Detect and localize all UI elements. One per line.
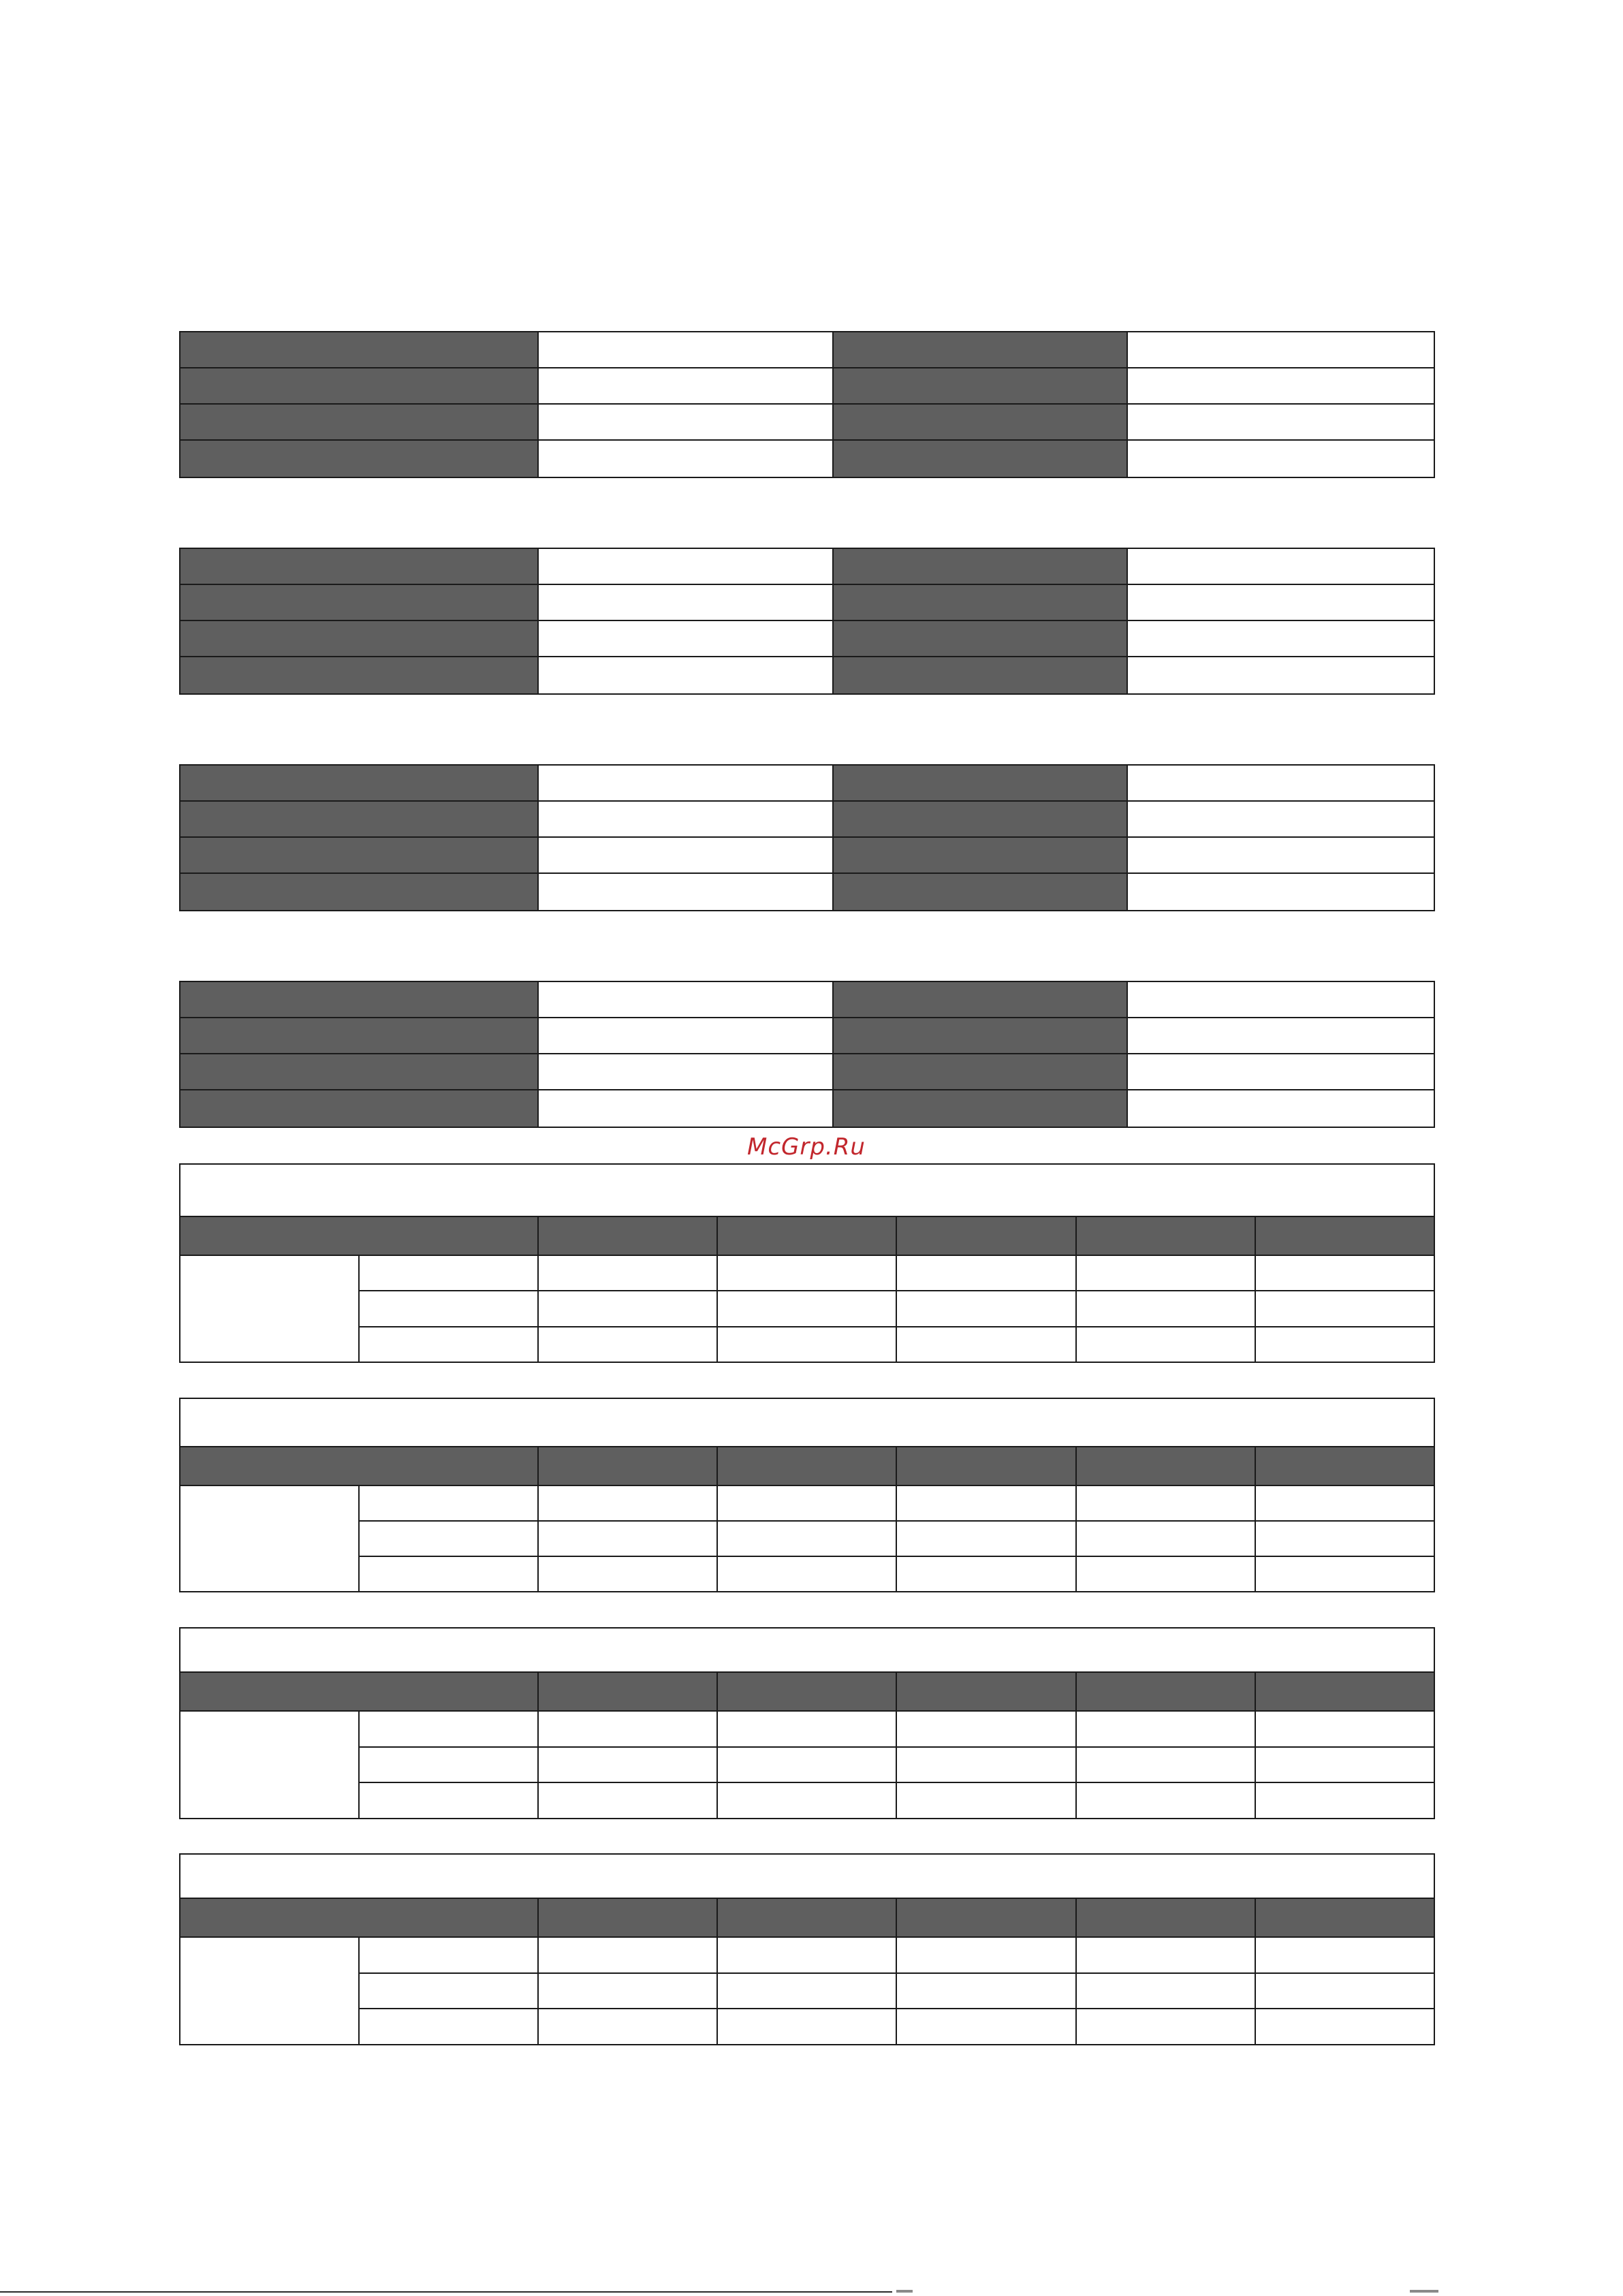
data-cell xyxy=(717,1485,896,1521)
value-cell xyxy=(538,657,833,694)
data-cell xyxy=(538,1556,717,1592)
table-row xyxy=(180,1782,1434,1819)
label-cell xyxy=(833,801,1127,837)
info-row xyxy=(180,1018,1434,1054)
info-table-3 xyxy=(179,764,1435,911)
table-header-row xyxy=(180,1672,1434,1712)
label-cell xyxy=(180,440,538,477)
data-cell xyxy=(1255,1521,1434,1556)
table-caption-row xyxy=(180,1164,1434,1216)
data-cell xyxy=(896,1255,1076,1291)
data-cell xyxy=(1076,1327,1255,1362)
header-cell xyxy=(180,1216,538,1255)
table-caption-cell xyxy=(180,1398,1434,1447)
table-header-row xyxy=(180,1447,1434,1485)
row-label-cell xyxy=(359,1973,538,2009)
header-cell xyxy=(1076,1898,1255,1938)
info-row xyxy=(180,981,1434,1018)
grid-table-3 xyxy=(179,1627,1435,1819)
value-cell xyxy=(538,873,833,911)
data-cell xyxy=(896,1291,1076,1326)
info-row xyxy=(180,1090,1434,1127)
info-row xyxy=(180,657,1434,694)
header-cell xyxy=(1076,1672,1255,1712)
label-cell xyxy=(833,765,1127,801)
data-cell xyxy=(1076,1255,1255,1291)
header-cell xyxy=(538,1898,717,1938)
label-cell xyxy=(180,1090,538,1127)
table-caption-cell xyxy=(180,1854,1434,1898)
value-cell xyxy=(538,1090,833,1127)
data-cell xyxy=(896,1485,1076,1521)
table-row xyxy=(180,1937,1434,1973)
footer-divider xyxy=(0,2291,892,2293)
label-cell xyxy=(833,657,1127,694)
table-row xyxy=(180,1255,1434,1291)
row-label-cell xyxy=(359,1255,538,1291)
value-cell xyxy=(1127,981,1434,1018)
data-cell xyxy=(717,1937,896,1973)
info-row xyxy=(180,440,1434,477)
row-label-cell xyxy=(359,1521,538,1556)
data-cell xyxy=(717,1327,896,1362)
header-cell xyxy=(1076,1447,1255,1485)
value-cell xyxy=(1127,765,1434,801)
info-row xyxy=(180,332,1434,368)
label-cell xyxy=(180,1018,538,1054)
data-cell xyxy=(1076,1937,1255,1973)
data-cell xyxy=(538,1255,717,1291)
label-cell xyxy=(180,548,538,584)
value-cell xyxy=(1127,657,1434,694)
value-cell xyxy=(1127,1090,1434,1127)
group-cell xyxy=(180,1255,359,1362)
row-label-cell xyxy=(359,1556,538,1592)
data-cell xyxy=(896,1327,1076,1362)
data-cell xyxy=(538,1521,717,1556)
row-label-cell xyxy=(359,1937,538,1973)
value-cell xyxy=(1127,1018,1434,1054)
row-label-cell xyxy=(359,1711,538,1747)
data-cell xyxy=(717,1973,896,2009)
label-cell xyxy=(180,620,538,657)
row-label-cell xyxy=(359,1782,538,1819)
value-cell xyxy=(1127,837,1434,873)
data-cell xyxy=(1255,1291,1434,1326)
data-cell xyxy=(1255,1556,1434,1592)
info-row xyxy=(180,1054,1434,1090)
header-cell xyxy=(180,1898,538,1938)
value-cell xyxy=(538,1054,833,1090)
group-cell xyxy=(180,1937,359,2045)
data-cell xyxy=(538,1747,717,1783)
value-cell xyxy=(1127,548,1434,584)
data-cell xyxy=(717,1747,896,1783)
header-cell xyxy=(1255,1216,1434,1255)
data-cell xyxy=(1255,1937,1434,1973)
table-row xyxy=(180,2009,1434,2045)
data-cell xyxy=(538,1711,717,1747)
label-cell xyxy=(180,801,538,837)
data-cell xyxy=(896,1747,1076,1783)
value-cell xyxy=(538,584,833,620)
data-cell xyxy=(896,2009,1076,2045)
row-label-cell xyxy=(359,1327,538,1362)
data-cell xyxy=(538,2009,717,2045)
footer-mark xyxy=(1410,2290,1438,2293)
label-cell xyxy=(833,368,1127,404)
data-cell xyxy=(538,1782,717,1819)
data-cell xyxy=(1255,1327,1434,1362)
label-cell xyxy=(833,1054,1127,1090)
table-caption-row xyxy=(180,1854,1434,1898)
value-cell xyxy=(1127,368,1434,404)
row-label-cell xyxy=(359,1291,538,1326)
table-row xyxy=(180,1327,1434,1362)
table-caption-row xyxy=(180,1628,1434,1672)
table-row xyxy=(180,1747,1434,1783)
row-label-cell xyxy=(359,2009,538,2045)
data-cell xyxy=(1076,1556,1255,1592)
label-cell xyxy=(180,837,538,873)
label-cell xyxy=(833,404,1127,440)
data-cell xyxy=(717,1556,896,1592)
header-cell xyxy=(896,1216,1076,1255)
data-cell xyxy=(538,1485,717,1521)
label-cell xyxy=(833,873,1127,911)
info-table-1 xyxy=(179,331,1435,478)
header-cell xyxy=(717,1898,896,1938)
footer-mark xyxy=(896,2290,913,2293)
value-cell xyxy=(538,620,833,657)
header-cell xyxy=(717,1447,896,1485)
header-cell xyxy=(180,1447,538,1485)
value-cell xyxy=(538,981,833,1018)
data-cell xyxy=(538,1291,717,1326)
info-row xyxy=(180,765,1434,801)
data-cell xyxy=(717,1711,896,1747)
watermark-text: McGrp.Ru xyxy=(747,1133,866,1161)
info-row xyxy=(180,837,1434,873)
label-cell xyxy=(833,620,1127,657)
data-cell xyxy=(1255,1255,1434,1291)
value-cell xyxy=(1127,1054,1434,1090)
grid-table-2 xyxy=(179,1398,1435,1592)
header-cell xyxy=(1255,1898,1434,1938)
data-cell xyxy=(1076,1711,1255,1747)
data-cell xyxy=(717,1782,896,1819)
value-cell xyxy=(538,765,833,801)
table-caption-cell xyxy=(180,1164,1434,1216)
value-cell xyxy=(1127,801,1434,837)
info-row xyxy=(180,404,1434,440)
data-cell xyxy=(1255,1782,1434,1819)
data-cell xyxy=(1255,1973,1434,2009)
header-cell xyxy=(538,1447,717,1485)
data-cell xyxy=(1255,1747,1434,1783)
value-cell xyxy=(1127,584,1434,620)
info-row xyxy=(180,368,1434,404)
row-label-cell xyxy=(359,1747,538,1783)
table-row xyxy=(180,1521,1434,1556)
data-cell xyxy=(1255,1711,1434,1747)
table-caption-row xyxy=(180,1398,1434,1447)
value-cell xyxy=(538,1018,833,1054)
value-cell xyxy=(538,368,833,404)
label-cell xyxy=(833,1018,1127,1054)
header-cell xyxy=(180,1672,538,1712)
header-cell xyxy=(717,1672,896,1712)
value-cell xyxy=(538,548,833,584)
table-row xyxy=(180,1556,1434,1592)
header-cell xyxy=(1255,1672,1434,1712)
value-cell xyxy=(538,837,833,873)
label-cell xyxy=(833,440,1127,477)
info-row xyxy=(180,801,1434,837)
info-row xyxy=(180,584,1434,620)
table-row xyxy=(180,1711,1434,1747)
header-cell xyxy=(896,1898,1076,1938)
header-cell xyxy=(538,1672,717,1712)
label-cell xyxy=(833,584,1127,620)
label-cell xyxy=(180,765,538,801)
value-cell xyxy=(1127,440,1434,477)
label-cell xyxy=(833,548,1127,584)
data-cell xyxy=(1076,2009,1255,2045)
data-cell xyxy=(1255,1485,1434,1521)
value-cell xyxy=(538,332,833,368)
info-row xyxy=(180,620,1434,657)
data-cell xyxy=(717,1255,896,1291)
header-cell xyxy=(538,1216,717,1255)
label-cell xyxy=(833,1090,1127,1127)
header-cell xyxy=(1255,1447,1434,1485)
value-cell xyxy=(1127,404,1434,440)
header-cell xyxy=(896,1672,1076,1712)
header-cell xyxy=(1076,1216,1255,1255)
group-cell xyxy=(180,1711,359,1819)
data-cell xyxy=(1076,1747,1255,1783)
label-cell xyxy=(833,981,1127,1018)
info-row xyxy=(180,873,1434,911)
label-cell xyxy=(180,584,538,620)
data-cell xyxy=(538,1327,717,1362)
table-caption-cell xyxy=(180,1628,1434,1672)
label-cell xyxy=(180,657,538,694)
data-cell xyxy=(1076,1291,1255,1326)
data-cell xyxy=(1076,1782,1255,1819)
info-table-4 xyxy=(179,981,1435,1128)
data-cell xyxy=(1255,2009,1434,2045)
label-cell xyxy=(180,1054,538,1090)
value-cell xyxy=(1127,873,1434,911)
table-row xyxy=(180,1973,1434,2009)
info-table-2 xyxy=(179,548,1435,695)
data-cell xyxy=(717,1521,896,1556)
data-cell xyxy=(1076,1973,1255,2009)
data-cell xyxy=(896,1973,1076,2009)
data-cell xyxy=(896,1711,1076,1747)
data-cell xyxy=(1076,1485,1255,1521)
value-cell xyxy=(538,404,833,440)
data-cell xyxy=(538,1973,717,2009)
header-cell xyxy=(896,1447,1076,1485)
table-row xyxy=(180,1291,1434,1326)
label-cell xyxy=(180,981,538,1018)
data-cell xyxy=(717,1291,896,1326)
label-cell xyxy=(833,332,1127,368)
value-cell xyxy=(538,440,833,477)
data-cell xyxy=(896,1937,1076,1973)
data-cell xyxy=(896,1556,1076,1592)
grid-table-1 xyxy=(179,1163,1435,1363)
data-cell xyxy=(896,1782,1076,1819)
value-cell xyxy=(538,801,833,837)
info-row xyxy=(180,548,1434,584)
table-row xyxy=(180,1485,1434,1521)
grid-table-4 xyxy=(179,1853,1435,2045)
group-cell xyxy=(180,1485,359,1592)
table-header-row xyxy=(180,1216,1434,1255)
label-cell xyxy=(180,873,538,911)
label-cell xyxy=(833,837,1127,873)
row-label-cell xyxy=(359,1485,538,1521)
label-cell xyxy=(180,368,538,404)
label-cell xyxy=(180,404,538,440)
header-cell xyxy=(717,1216,896,1255)
value-cell xyxy=(1127,620,1434,657)
data-cell xyxy=(717,2009,896,2045)
label-cell xyxy=(180,332,538,368)
data-cell xyxy=(896,1521,1076,1556)
data-cell xyxy=(538,1937,717,1973)
table-header-row xyxy=(180,1898,1434,1938)
value-cell xyxy=(1127,332,1434,368)
data-cell xyxy=(1076,1521,1255,1556)
